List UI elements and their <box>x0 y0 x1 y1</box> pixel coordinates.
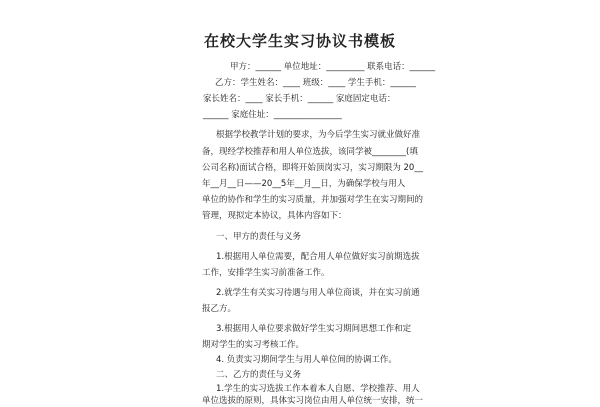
text-line: 备，现经学校推荐和用人单位选拔，该同学被________(填 <box>202 147 418 157</box>
text-line: 3.根据用人单位要求做好学生实习期间思想工作和定 <box>216 324 412 334</box>
text-line: 管理，现拟定本协议，具体内容如下： <box>202 211 347 221</box>
section-heading: 一、甲方的责任与义务 <box>216 232 302 242</box>
text-line: 期对学生的实习考核工作。 <box>202 340 305 350</box>
section-heading: 二、乙方的责任与义务 <box>216 370 302 380</box>
text-line: 2.就学生有关实习待遇与用人单位商谈，并在实习前通 <box>216 288 420 298</box>
text-line: 4. 负责实习期间学生与用人单位间的协调工作。 <box>216 355 397 365</box>
text-line: 单位的协作和学生的实习质量，并加强对学生在实习期间的 <box>202 195 424 205</box>
text-line: 乙方：学生姓名：____ 班级：____ 学生手机：______ <box>215 78 416 88</box>
text-line: 单位选拔的原则，具体实习岗位由用人单位统一安排，统一 <box>202 396 424 406</box>
text-line: 报乙方。 <box>202 304 237 314</box>
document-title: 在校大学生实习协议书模板 <box>203 32 396 50</box>
text-line: 1.学生的实习选拔工作本着本人自愿、学校推荐、用人 <box>216 384 420 394</box>
text-line: 根据学校教学计划的要求，为今后学生实习就业做好准 <box>216 130 421 140</box>
text-line: 公司名称)面试合格，即将开始顶岗实习，实习期限为 20__ <box>202 163 423 173</box>
text-line: 1.根据用人单位需要，配合用人单位做好实习前期选拔 <box>216 252 420 262</box>
text-line: 工作，安排学生实习前准备工作。 <box>202 268 330 278</box>
text-line: 甲方：______ 单位地址：_________ 联系电话：______ <box>230 62 436 72</box>
text-line: ______ 家庭住址：________________ <box>203 110 342 120</box>
text-line: 年__月__日——20__5年__月__日，为确保学校与用人 <box>202 179 406 189</box>
text-line: 家长姓名：____ 家长手机：______ 家庭固定电话： <box>203 94 396 104</box>
